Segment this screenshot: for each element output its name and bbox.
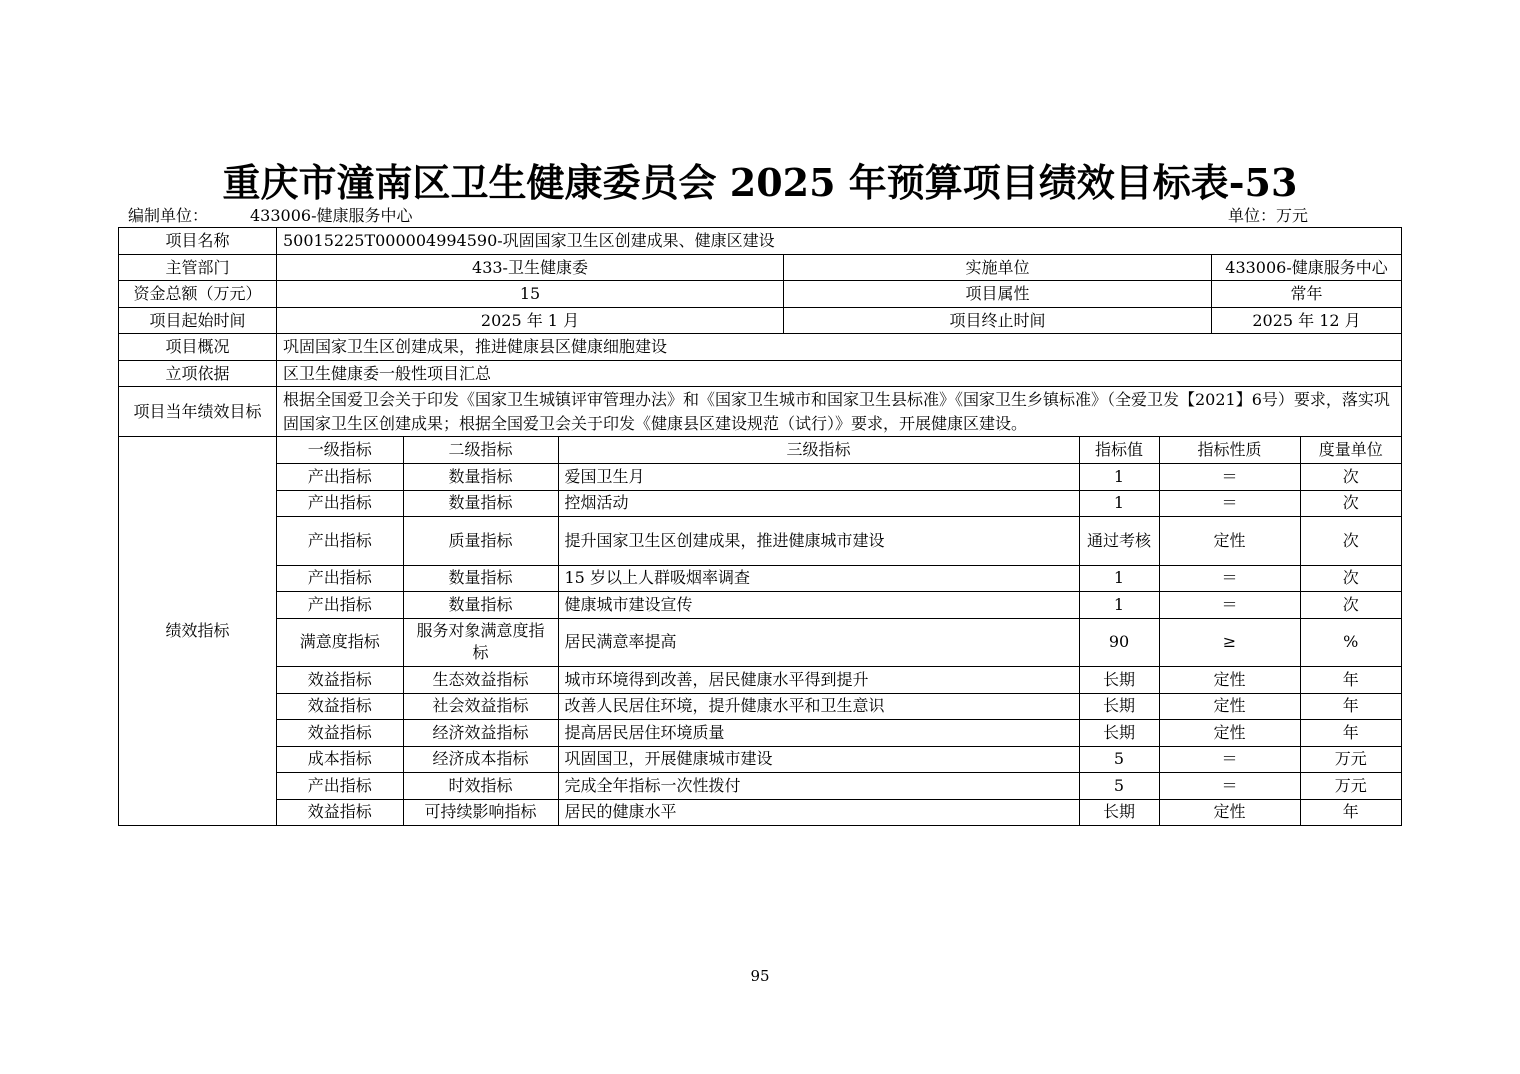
indicator-row (277, 618, 1401, 666)
indicator-level1: 效益指标 (277, 693, 403, 719)
indicator-row (277, 490, 1401, 516)
funds-value: 15 (277, 281, 784, 308)
indicator-row (277, 516, 1401, 565)
indicator-row (277, 719, 1401, 746)
indicator-unit: 年 (1300, 799, 1401, 825)
indicator-unit: 年 (1300, 719, 1401, 746)
dept-value: 433-卫生健康委 (277, 255, 784, 281)
indicator-row (277, 772, 1401, 799)
basis-label: 立项依据 (119, 361, 277, 387)
attr-label: 项目属性 (784, 281, 1212, 308)
overview-label: 项目概况 (119, 334, 277, 361)
indicator-unit: 年 (1300, 666, 1401, 693)
indicator-level2: 服务对象满意度指标 (403, 618, 558, 666)
indicator-level3: 居民的健康水平 (558, 799, 1079, 825)
header-value: 指标值 (1079, 437, 1159, 463)
compiling-unit-value: 433006-健康服务中心 (250, 206, 413, 225)
basis-value: 区卫生健康委一般性项目汇总 (277, 361, 1402, 387)
indicator-value: 长期 (1079, 799, 1159, 825)
header-l2: 二级指标 (403, 437, 558, 463)
indicator-nature: 定性 (1159, 719, 1300, 746)
indicator-level3: 城市环境得到改善，居民健康水平得到提升 (558, 666, 1079, 693)
indicator-level1: 成本指标 (277, 746, 403, 772)
indicator-nature: 定性 (1159, 516, 1300, 565)
indicator-level2: 数量指标 (403, 565, 558, 591)
indicator-level3: 提升国家卫生区创建成果，推进健康城市建设 (558, 516, 1079, 565)
indicator-row (277, 799, 1401, 825)
indicator-level2: 数量指标 (403, 463, 558, 490)
indicator-header-row (277, 437, 1401, 463)
indicator-level2: 经济效益指标 (403, 719, 558, 746)
header-nature: 指标性质 (1159, 437, 1300, 463)
header-l1: 一级指标 (277, 437, 403, 463)
indicator-row (277, 591, 1401, 618)
indicator-level1: 产出指标 (277, 490, 403, 516)
page-title: 重庆市潼南区卫生健康委员会 2025 年预算项目绩效目标表-53 (222, 160, 1298, 205)
indicator-unit: 万元 (1300, 746, 1401, 772)
impl-value: 433006-健康服务中心 (1212, 255, 1402, 281)
indicator-value: 1 (1079, 591, 1159, 618)
indicator-value: 5 (1079, 746, 1159, 772)
indicator-nature: ＝ (1159, 772, 1300, 799)
indicator-unit: 次 (1300, 490, 1401, 516)
indicator-level1: 产出指标 (277, 772, 403, 799)
start-label: 项目起始时间 (119, 308, 277, 334)
dept-label: 主管部门 (119, 255, 277, 281)
indicator-level3: 完成全年指标一次性拨付 (558, 772, 1079, 799)
indicator-row (277, 666, 1401, 693)
indicator-unit: 年 (1300, 693, 1401, 719)
header-l3: 三级指标 (558, 437, 1079, 463)
indicator-value: 5 (1079, 772, 1159, 799)
indicator-level2: 生态效益指标 (403, 666, 558, 693)
indicator-nature: 定性 (1159, 666, 1300, 693)
indicator-level1: 效益指标 (277, 799, 403, 825)
indicator-level3: 控烟活动 (558, 490, 1079, 516)
indicator-level3: 改善人民居住环境，提升健康水平和卫生意识 (558, 693, 1079, 719)
indicator-level3: 健康城市建设宣传 (558, 591, 1079, 618)
indicator-level3: 巩固国卫，开展健康城市建设 (558, 746, 1079, 772)
indicator-level2: 质量指标 (403, 516, 558, 565)
compiling-unit (128, 203, 413, 226)
indicator-level1: 产出指标 (277, 591, 403, 618)
indicator-level1: 产出指标 (277, 565, 403, 591)
indicator-level1: 产出指标 (277, 516, 403, 565)
indicator-value: 1 (1079, 490, 1159, 516)
indicator-value: 1 (1079, 463, 1159, 490)
indicator-unit: % (1300, 618, 1401, 666)
impl-label: 实施单位 (784, 255, 1212, 281)
indicator-level1: 产出指标 (277, 463, 403, 490)
perf-label: 绩效指标 (119, 437, 277, 826)
indicator-nature: ≥ (1159, 618, 1300, 666)
indicator-row (277, 746, 1401, 772)
header-unit: 度量单位 (1300, 437, 1401, 463)
indicator-level1: 效益指标 (277, 666, 403, 693)
indicator-level2: 经济成本指标 (403, 746, 558, 772)
indicator-cell (277, 437, 1402, 826)
indicator-value: 长期 (1079, 666, 1159, 693)
indicator-value: 长期 (1079, 719, 1159, 746)
indicator-level1: 满意度指标 (277, 618, 403, 666)
indicator-unit: 次 (1300, 591, 1401, 618)
indicator-nature: 定性 (1159, 799, 1300, 825)
indicator-nature: ＝ (1159, 565, 1300, 591)
indicator-value: 1 (1079, 565, 1159, 591)
indicator-level2: 可持续影响指标 (403, 799, 558, 825)
project-name-value: 50015225T000004994590-巩固国家卫生区创建成果、健康区建设 (277, 228, 1402, 255)
overview-value: 巩固国家卫生区创建成果，推进健康县区健康细胞建设 (277, 334, 1402, 361)
goal-label: 项目当年绩效目标 (119, 387, 277, 437)
indicator-table (277, 437, 1401, 825)
indicator-level2: 数量指标 (403, 490, 558, 516)
currency-unit: 单位：万元 (1228, 206, 1309, 225)
indicator-value: 长期 (1079, 693, 1159, 719)
indicator-level2: 社会效益指标 (403, 693, 558, 719)
indicator-nature: 定性 (1159, 693, 1300, 719)
indicator-level1: 效益指标 (277, 719, 403, 746)
indicator-unit: 次 (1300, 565, 1401, 591)
start-value: 2025 年 1 月 (277, 308, 784, 334)
indicator-level3: 爱国卫生月 (558, 463, 1079, 490)
indicator-unit: 次 (1300, 516, 1401, 565)
funds-label: 资金总额（万元） (119, 281, 277, 308)
indicator-unit: 次 (1300, 463, 1401, 490)
indicator-nature: ＝ (1159, 463, 1300, 490)
indicator-level3: 15 岁以上人群吸烟率调查 (558, 565, 1079, 591)
page-number: 95 (750, 967, 770, 985)
indicator-level3: 提高居民居住环境质量 (558, 719, 1079, 746)
indicator-unit: 万元 (1300, 772, 1401, 799)
indicator-nature: ＝ (1159, 490, 1300, 516)
project-name-label: 项目名称 (119, 228, 277, 255)
indicator-nature: ＝ (1159, 591, 1300, 618)
attr-value: 常年 (1212, 281, 1402, 308)
indicator-row (277, 565, 1401, 591)
indicator-level2: 数量指标 (403, 591, 558, 618)
end-value: 2025 年 12 月 (1212, 308, 1402, 334)
indicator-level3: 居民满意率提高 (558, 618, 1079, 666)
indicator-value: 90 (1079, 618, 1159, 666)
indicator-row (277, 463, 1401, 490)
performance-table (118, 227, 1402, 826)
indicator-row (277, 693, 1401, 719)
indicator-level2: 时效指标 (403, 772, 558, 799)
goal-value: 根据全国爱卫会关于印发《国家卫生城镇评审管理办法》和《国家卫生城市和国家卫生县标准》《国家卫生乡镇标准》（全爱卫发【2021】6号）要求，落实巩固国家卫生区创建成果；根据全国爱卫会关于印发《健康县区建设规范（试行）》要求，开展健康区建设。 (277, 387, 1402, 437)
end-label: 项目终止时间 (784, 308, 1212, 334)
indicator-nature: ＝ (1159, 746, 1300, 772)
compiling-unit-label: 编制单位： (128, 206, 209, 225)
indicator-value: 通过考核 (1079, 516, 1159, 565)
